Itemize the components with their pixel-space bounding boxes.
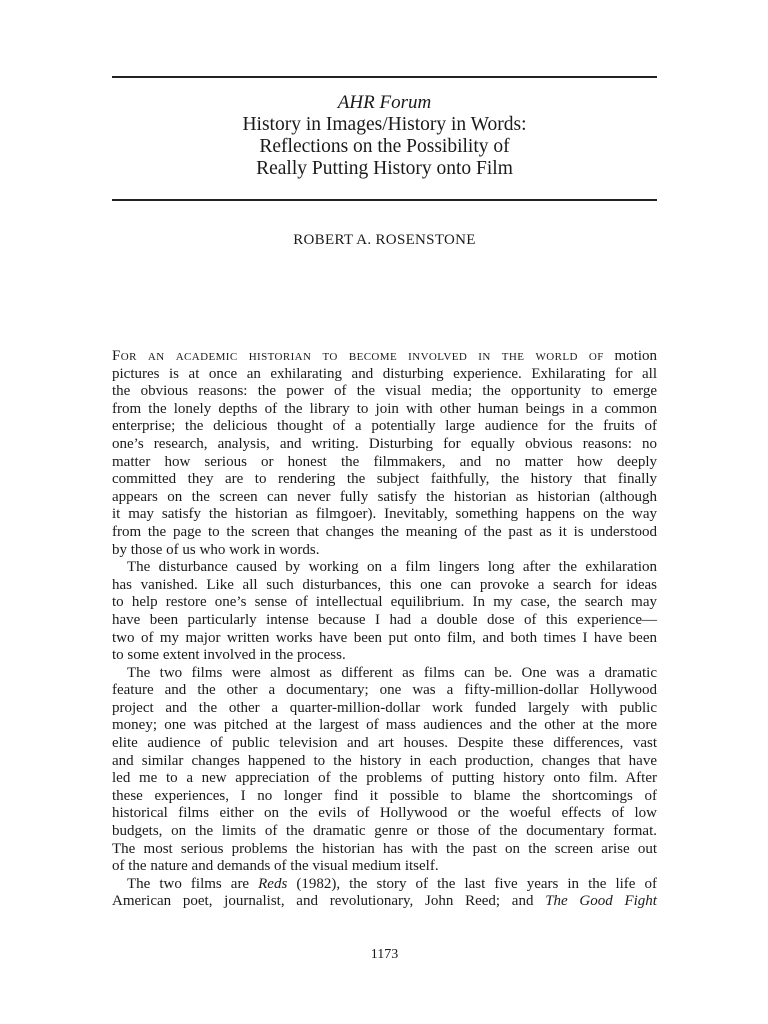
body-line: enterprise; the delicious thought of a potentially large audience for the fruits of (112, 418, 657, 435)
top-rule (112, 76, 657, 78)
opening-smallcaps: For an academic historian to become involved in the world of (112, 348, 604, 364)
body-line: one’s research, analysis, and writing. Disturbing for equally obvious reasons: no (112, 435, 657, 452)
body-line: budgets, on the limits of the dramatic genre or those of the documentary format. (112, 823, 657, 840)
author-name: ROBERT A. ROSENSTONE (293, 232, 476, 248)
body-line: the obvious reasons: the power of the visual media; the opportunity to emerge (112, 383, 657, 400)
body-line: The disturbance caused by working on a film lingers long after the exhilaration (127, 559, 657, 576)
body-line: The most serious problems the historian has with the past on the screen arise out (112, 840, 657, 857)
body-line: from the lonely depths of the library to join with other human beings in a common (112, 400, 657, 417)
final-para-text: American poet, journalist, and revolutionary, John Reed; and (112, 893, 546, 910)
film-title-good-fight: The Good Fight (545, 893, 657, 910)
opening-rest: motion (603, 348, 657, 364)
article-title (112, 114, 657, 180)
page-number: 1173 (370, 947, 399, 962)
body-line: it may satisfy the historian as filmgoer). Inevitably, something happens on the way (112, 506, 657, 523)
body-line: of the nature and demands of the visual medium itself. (112, 858, 439, 875)
final-para-text: The two films are (127, 875, 259, 892)
body-line: from the page to the screen that changes the meaning of the past as it is understood (112, 523, 657, 540)
body-line: these experiences, I no longer find it possible to blame the shortcomings of (112, 787, 657, 804)
body-line: by those of us who work in words. (112, 541, 320, 558)
title-line: Really Putting History onto Film (256, 158, 513, 179)
body-line: and similar changes happened to the history in each production, changes that have (112, 752, 657, 769)
body-line: to help restore one’s sense of intellectual equilibrium. In my case, the search may (112, 594, 657, 611)
body-line: pictures is at once an exhilarating and disturbing experience. Exhilarating for all (112, 365, 657, 382)
final-para-text: (1982), the story of the last five years in the life of (287, 875, 657, 892)
title-line: Reflections on the Possibility of (259, 136, 510, 157)
body-line: matter how serious or honest the filmmakers, and no matter how deeply (112, 453, 657, 470)
title-line: History in Images/History in Words: (242, 114, 527, 135)
body-line (112, 348, 657, 366)
body-line: money; one was pitched at the largest of mass audiences and the other at the more (112, 717, 657, 734)
body-line: led me to a new appreciation of the problems of putting history onto film. After (112, 770, 657, 787)
body-line: two of my major written works have been put onto film, and both times I have been (112, 629, 657, 646)
body-line: historical films either on the evils of Hollywood or the woeful effects of low (112, 805, 657, 822)
body-line: to some extent involved in the process. (112, 647, 346, 664)
bottom-rule (112, 199, 657, 201)
article-body (112, 348, 657, 911)
body-line: committed they are to rendering the subject faithfully, the history that finally (112, 471, 657, 488)
body-line: have been particularly intense because I had a double dose of this experience— (112, 611, 657, 628)
body-line: appears on the screen can never fully satisfy the historian as historian (although (112, 488, 657, 505)
body-line: The two films were almost as different as films can be. One was a dramatic (127, 664, 657, 681)
body-line: project and the other a quarter-million-dollar work funded largely with public (112, 699, 657, 716)
body-line (112, 876, 657, 894)
body-line (112, 893, 657, 911)
film-title-reds: Reds (258, 875, 288, 892)
body-line: feature and the other a documentary; one was a fifty-million-dollar Hollywood (112, 682, 657, 699)
body-line: has vanished. Like all such disturbances, this one can provoke a search for ideas (112, 576, 657, 593)
body-line: elite audience of public television and art houses. Despite these differences, vast (112, 735, 657, 752)
forum-label: AHR Forum (337, 92, 432, 113)
